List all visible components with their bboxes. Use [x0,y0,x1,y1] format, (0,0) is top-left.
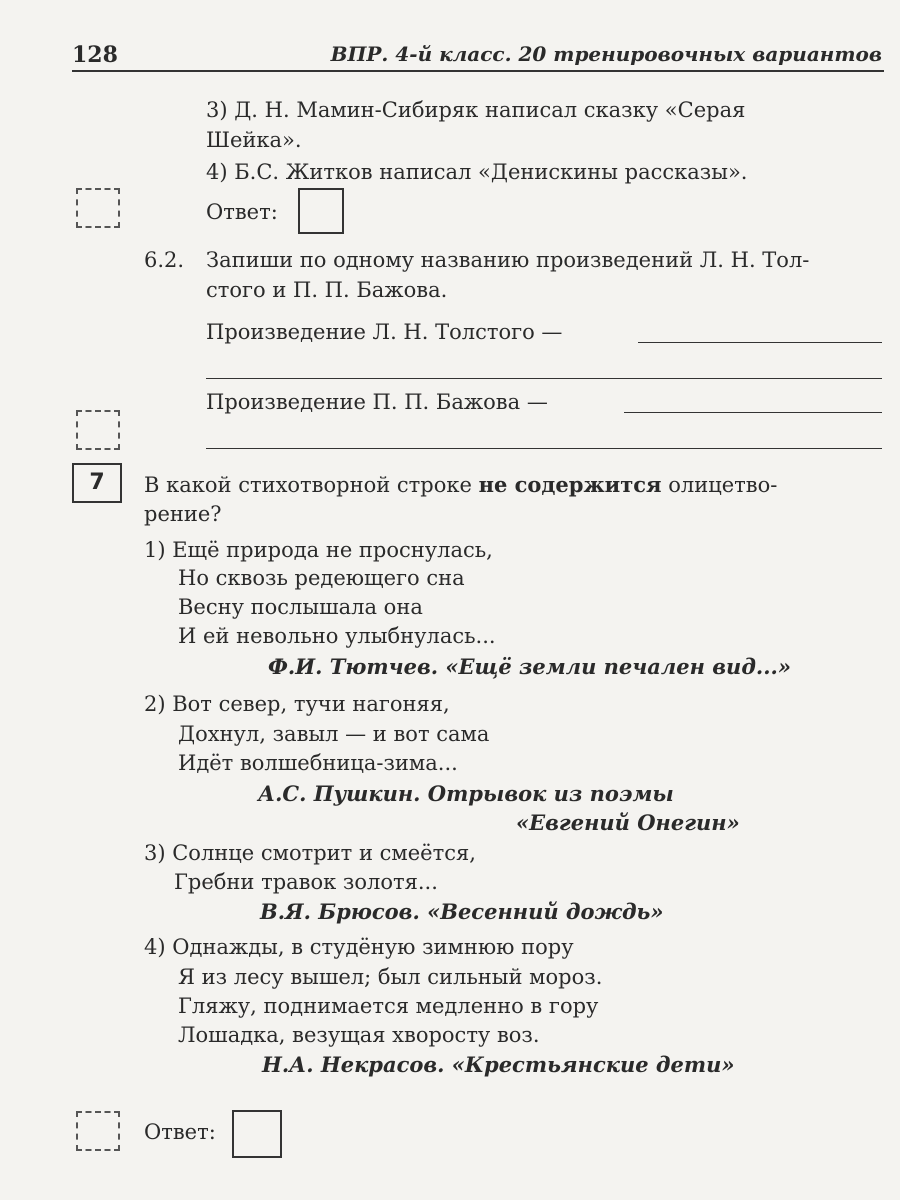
score-box-q7 [76,1111,120,1151]
q7-option-3-attribution: В.Я. Брюсов. «Весенний дождь» [260,899,664,924]
q7-option-3-line2: Гребни травок золотя... [174,870,438,894]
q6-1-option-4: 4) Б.С. Житков написал «Денискины рассказы». [206,160,748,184]
q7-option-2-line2: Дохнул, завыл — и вот сама [178,722,490,746]
q7-option-4-line4: Лошадка, везущая хворосту воз. [178,1023,540,1047]
q7-option-1-line4: И ей невольно улыбнулась... [178,624,496,648]
q6-2-text-line1: Запиши по одному названию произведений Л. Н. Тол- [206,248,810,272]
bazhov-answer-line[interactable] [624,412,882,413]
q7-option-1-line2: Но сквозь редеющего сна [178,566,465,590]
page-number: 128 [72,42,118,68]
q6-1-option-3-line1: 3) Д. Н. Мамин-Сибиряк написал сказку «Серая [206,98,746,122]
q7-option-4-line2: Я из лесу вышел; был сильный мороз. [178,965,603,989]
q7-option-4-attribution: Н.А. Некрасов. «Крестьянские дети» [262,1052,735,1077]
q7-question-line1: В какой стихотворной строке не содержится олицетво- [144,472,778,497]
bazhov-label: Произведение П. П. Бажова — [206,390,548,414]
book-title: ВПР. 4-й класс. 20 тренировочных вариантов [330,42,882,66]
q7-question-line2: рение? [144,502,222,526]
q6-1-answer-label: Ответ: [206,200,278,224]
q7-option-4-line3: Гляжу, поднимается медленно в гору [178,994,599,1018]
question-7-number: 7 [72,463,122,503]
header-divider [72,70,884,72]
tolstoy-answer-line-2[interactable] [206,378,882,379]
tolstoy-label: Произведение Л. Н. Толстого — [206,320,563,344]
score-box-q6-1 [76,188,120,228]
q6-1-answer-box[interactable] [298,188,344,234]
q7-option-1-line3: Весну послышала она [178,595,423,619]
q7-option-3-line1: 3) Солнце смотрит и смеётся, [144,841,476,865]
q7-option-1-attribution: Ф.И. Тютчев. «Ещё земли печален вид...» [268,654,791,679]
q7-option-1-line1: 1) Ещё природа не проснулась, [144,538,493,562]
score-box-q6-2 [76,410,120,450]
q7-answer-label: Ответ: [144,1120,216,1144]
tolstoy-answer-line[interactable] [638,342,882,343]
q6-2-text-line2: стого и П. П. Бажова. [206,278,448,302]
q7-option-4-line1: 4) Однажды, в студёную зимнюю пору [144,935,574,959]
q7-option-2-attribution-2: «Евгений Онегин» [516,810,740,835]
bazhov-answer-line-2[interactable] [206,448,882,449]
q7-option-2-line3: Идёт волшебница-зима... [178,751,458,775]
q6-2-number: 6.2. [144,248,185,272]
q6-1-option-3-line2: Шейка». [206,128,302,152]
q7-option-2-line1: 2) Вот север, тучи нагоняя, [144,692,450,716]
q7-option-2-attribution-1: А.С. Пушкин. Отрывок из поэмы [258,781,674,806]
q7-answer-box[interactable] [232,1110,282,1158]
